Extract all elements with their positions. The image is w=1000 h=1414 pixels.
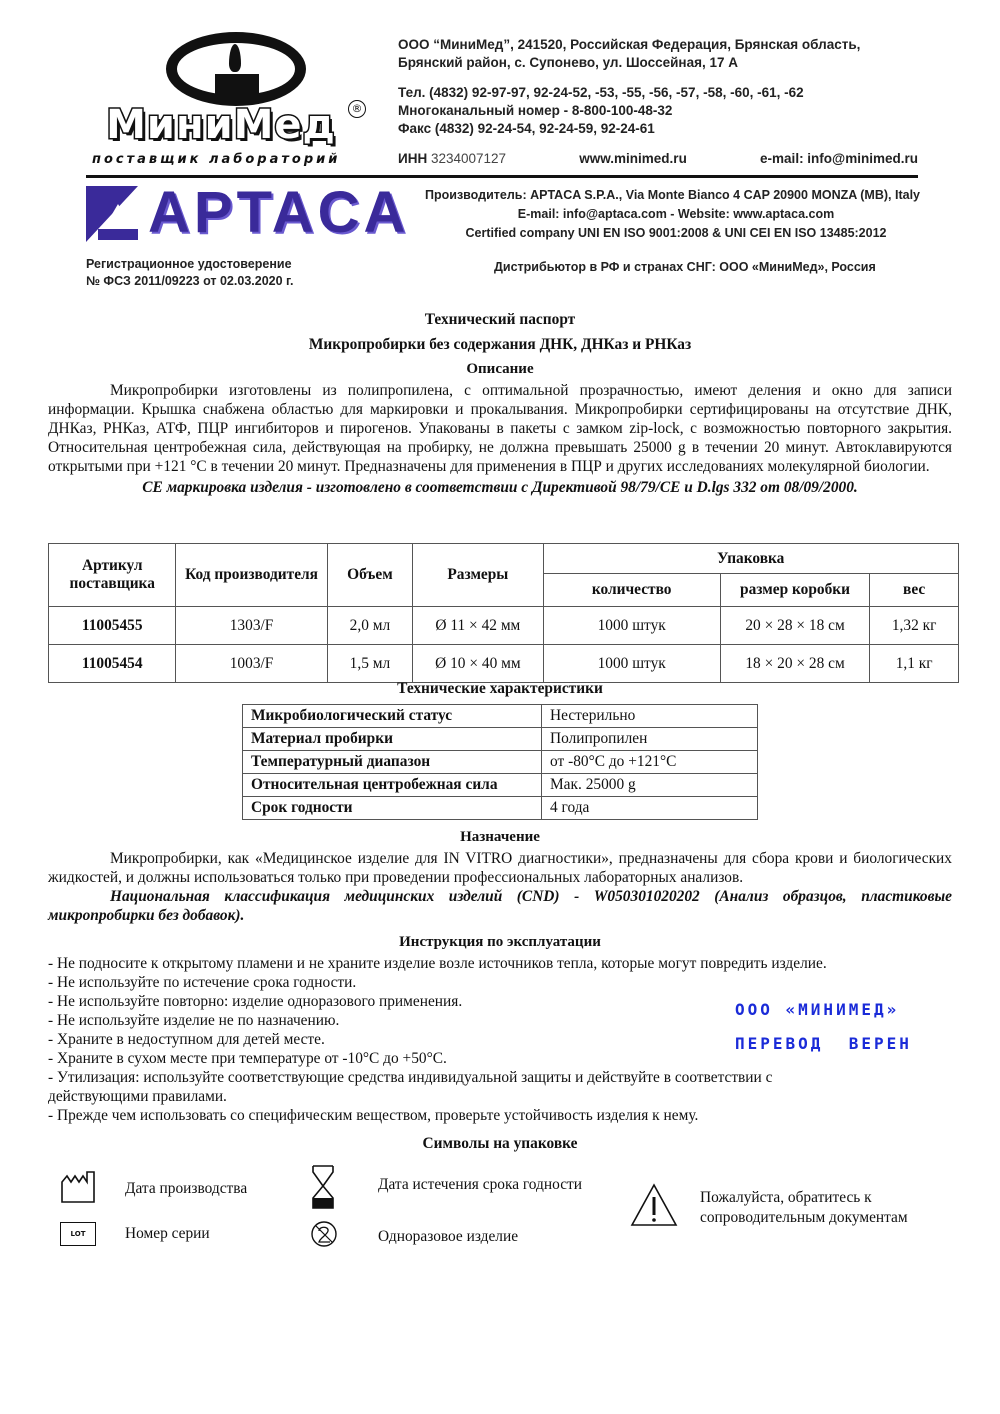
- symbols-heading: Символы на упаковке: [422, 1135, 578, 1152]
- company-contact-block: [398, 36, 860, 138]
- instruction-item: - Не подносите к открытому пламени и не храните изделие возле источников тепла, которые могут повредить изделие.: [48, 955, 827, 972]
- col-article: Артикул поставщика: [49, 544, 176, 607]
- symbol-label: Дата истечения срока годности: [378, 1175, 583, 1193]
- col-quantity: количество: [543, 574, 720, 607]
- classification-note: Национальная классификация медицинских изделий (CND) - W050301020202 (Анализ образцов, пластиковые микропробирки без добавок).: [48, 888, 952, 924]
- minimed-logo: [86, 30, 366, 170]
- cell-article: 11005455: [49, 607, 176, 645]
- symbol-label: Одноразовое изделие: [378, 1227, 519, 1245]
- product-table: [48, 543, 959, 683]
- email-link[interactable]: e-mail: info@minimed.ru: [760, 151, 918, 166]
- header-divider: [86, 175, 918, 178]
- stamp-line-2: ПЕРЕВОД ВЕРЕН: [735, 1034, 912, 1053]
- cell-code: 1303/F: [176, 607, 327, 645]
- table-row: [49, 645, 959, 683]
- description-text: Микропробирки изготовлены из полипропилена, с оптимальной прозрачностью, имеют деления и окно для записи информации. Крышка снабжена областью для маркировки и прокалывания. Микропробирки сертифицированы на отсутствие ДНК, ДНКаз, РНКаз, АТФ, ПЦР ингибиторов и пирогенов. Упакованы в пакеты с замком zip-lock, с возможностью повторного закрытия. Относительная центробежная сила, действующая на пробирку, не должна превышать 25000 g в течении 20 минут. Автоклавируются открытыми при +121 °С в течении 20 минут. Предназначены для применения в ПЦР и других исследованиях молекулярной биологии.: [48, 382, 952, 475]
- cell-box-size: 18 × 20 × 28 см: [720, 645, 869, 683]
- spec-value: от -80°С до +121°С: [542, 751, 758, 774]
- symbol-lot: [60, 1222, 210, 1246]
- spec-row: [243, 728, 758, 751]
- cell-dimensions: Ø 10 × 40 мм: [413, 645, 543, 683]
- cell-code: 1003/F: [176, 645, 327, 683]
- symbol-label: Номер серии: [125, 1225, 210, 1242]
- col-volume: Объем: [327, 544, 413, 607]
- instruction-item: - Утилизация: используйте соответствующие средства индивидуальной защиты и действуйте в соответствии с действующими правилами.: [48, 1069, 773, 1105]
- stamp-line-1: ООО «МИНИМЕД»: [735, 1000, 900, 1019]
- description-section: [48, 310, 952, 497]
- spec-row: [243, 797, 758, 820]
- candle-icon: [215, 74, 259, 104]
- instruction-item: - Прежде чем использовать со специфическим веществом, проверьте устойчивость изделия к нему.: [48, 1107, 699, 1124]
- col-code: Код производителя: [176, 544, 327, 607]
- instruction-item: - Храните в сухом месте при температуре от -10°С до +50°С.: [48, 1050, 447, 1067]
- instruction-item: - Не используйте по истечение срока годности.: [48, 974, 357, 991]
- cell-quantity: 1000 штук: [543, 607, 720, 645]
- description-heading: Описание: [466, 361, 534, 377]
- symbol-consult-docs: [630, 1183, 940, 1232]
- symbol-single-use: [310, 1220, 518, 1253]
- cell-weight: 1,1 кг: [870, 645, 959, 683]
- spec-row: [243, 774, 758, 797]
- inn: [398, 151, 506, 166]
- spec-value: Мак. 25000 g: [542, 774, 758, 797]
- spec-value: Полипропилен: [542, 728, 758, 751]
- instruction-item: - Не используйте изделие не по назначению.: [48, 1012, 340, 1029]
- instruction-item: - Не используйте повторно: изделие одноразового применения.: [48, 993, 463, 1010]
- col-packaging: Упаковка: [543, 544, 958, 574]
- lot-icon: LOT: [60, 1222, 96, 1246]
- certification-line: Certified company UNI EN ISO 9001:2008 & UNI CEI EN ISO 13485:2012: [465, 226, 887, 240]
- aptaca-wordmark: APTACA: [148, 180, 410, 245]
- document-title: Технический паспорт: [424, 311, 576, 328]
- symbol-expiry-date: [310, 1164, 582, 1215]
- ce-marking-note: CE маркировка изделия - изготовлено в соответствии с Директивой 98/79/CE и D.lgs 332 от 08/09/2000.: [142, 479, 858, 496]
- hourglass-expiry-icon: [310, 1164, 336, 1215]
- multichannel-line: Многоканальный номер - 8-800-100-48-32: [398, 103, 673, 118]
- website-link[interactable]: www.minimed.ru: [579, 151, 687, 166]
- warning-triangle-icon: [630, 1183, 678, 1232]
- spec-row: [243, 751, 758, 774]
- inn-label: ИНН: [398, 151, 428, 166]
- registration-number: № ФСЗ 2011/09223 от 02.03.2020 г.: [86, 274, 294, 288]
- symbol-label: Пожалуйста, обратитесь к сопроводительным документам: [700, 1188, 908, 1226]
- phone-line: Тел. (4832) 92-97-97, 92-24-52, -53, -55, -56, -57, -58, -60, -61, -62: [398, 85, 804, 100]
- manufacturer-info: [410, 186, 920, 243]
- registration-certificate: [86, 256, 293, 290]
- instructions-heading: Инструкция по эксплуатации: [399, 934, 601, 950]
- purpose-section: [48, 828, 952, 925]
- registered-mark: ®: [348, 100, 366, 118]
- document-subtitle: Микропробирки без содержания ДНК, ДНКаз и РНКаз: [308, 336, 692, 353]
- cell-quantity: 1000 штук: [543, 645, 720, 683]
- distributor-line: Дистрибьютор в РФ и странах СНГ: ООО «МиниМед», Россия: [494, 260, 876, 274]
- cell-volume: 1,5 мл: [327, 645, 413, 683]
- manufacture-date-icon: [60, 1168, 96, 1209]
- purpose-heading: Назначение: [460, 829, 540, 845]
- instruction-item: - Храните в недоступном для детей месте.: [48, 1031, 325, 1048]
- spec-key: Микробиологический статус: [243, 705, 542, 728]
- address-line-1: ООО “МиниМед”, 241520, Российская Федерация, Брянская область,: [398, 37, 861, 52]
- table-row: [49, 607, 959, 645]
- spec-key: Температурный диапазон: [243, 751, 542, 774]
- registration-label: Регистрационное удостоверение: [86, 257, 292, 271]
- cell-box-size: 20 × 28 × 18 см: [720, 607, 869, 645]
- inn-web-email-line: [398, 151, 918, 166]
- cell-dimensions: Ø 11 × 42 мм: [413, 607, 543, 645]
- col-dimensions: Размеры: [413, 544, 543, 607]
- symbol-manufacture-date: [60, 1168, 247, 1209]
- spec-value: 4 года: [542, 797, 758, 820]
- aptaca-logo: [86, 180, 410, 245]
- translation-stamp: [735, 993, 912, 1061]
- tech-specs-table: [242, 704, 758, 820]
- minimed-wordmark: МиниМед: [106, 102, 336, 148]
- spec-key: Срок годности: [243, 797, 542, 820]
- single-use-icon: [310, 1220, 338, 1253]
- spec-row: [243, 705, 758, 728]
- spec-key: Относительная центробежная сила: [243, 774, 542, 797]
- spec-value: Нестерильно: [542, 705, 758, 728]
- manufacturer-line: Производитель: APTACA S.P.A., Via Monte Bianco 4 CAP 20900 MONZA (MB), Italy: [425, 188, 920, 202]
- col-box-size: размер коробки: [720, 574, 869, 607]
- minimed-tagline: поставщик лабораторий: [92, 152, 341, 167]
- purpose-text: Микропробирки, как «Медицинское изделие для IN VITRO диагностики», предназначены для сбора крови и биологических жидкостей, и должны использоваться только при проведении профессиональных лабораторных анализов.: [48, 850, 952, 886]
- inn-value: 3234007127: [430, 151, 507, 166]
- tech-specs-heading: Технические характеристики: [397, 680, 603, 697]
- symbol-label: Дата производства: [125, 1179, 248, 1197]
- address-line-2: Брянский район, с. Супонево, ул. Шоссейная, 17 А: [398, 55, 738, 70]
- spec-key: Материал пробирки: [243, 728, 542, 751]
- fax-line: Факс (4832) 92-24-54, 92-24-59, 92-24-61: [398, 121, 655, 136]
- cell-article: 11005454: [49, 645, 176, 683]
- manufacturer-contacts: E-mail: info@aptaca.com - Website: www.aptaca.com: [517, 207, 835, 221]
- table-header-row: [49, 544, 959, 574]
- cell-volume: 2,0 мл: [327, 607, 413, 645]
- col-weight: вес: [870, 574, 959, 607]
- cell-weight: 1,32 кг: [870, 607, 959, 645]
